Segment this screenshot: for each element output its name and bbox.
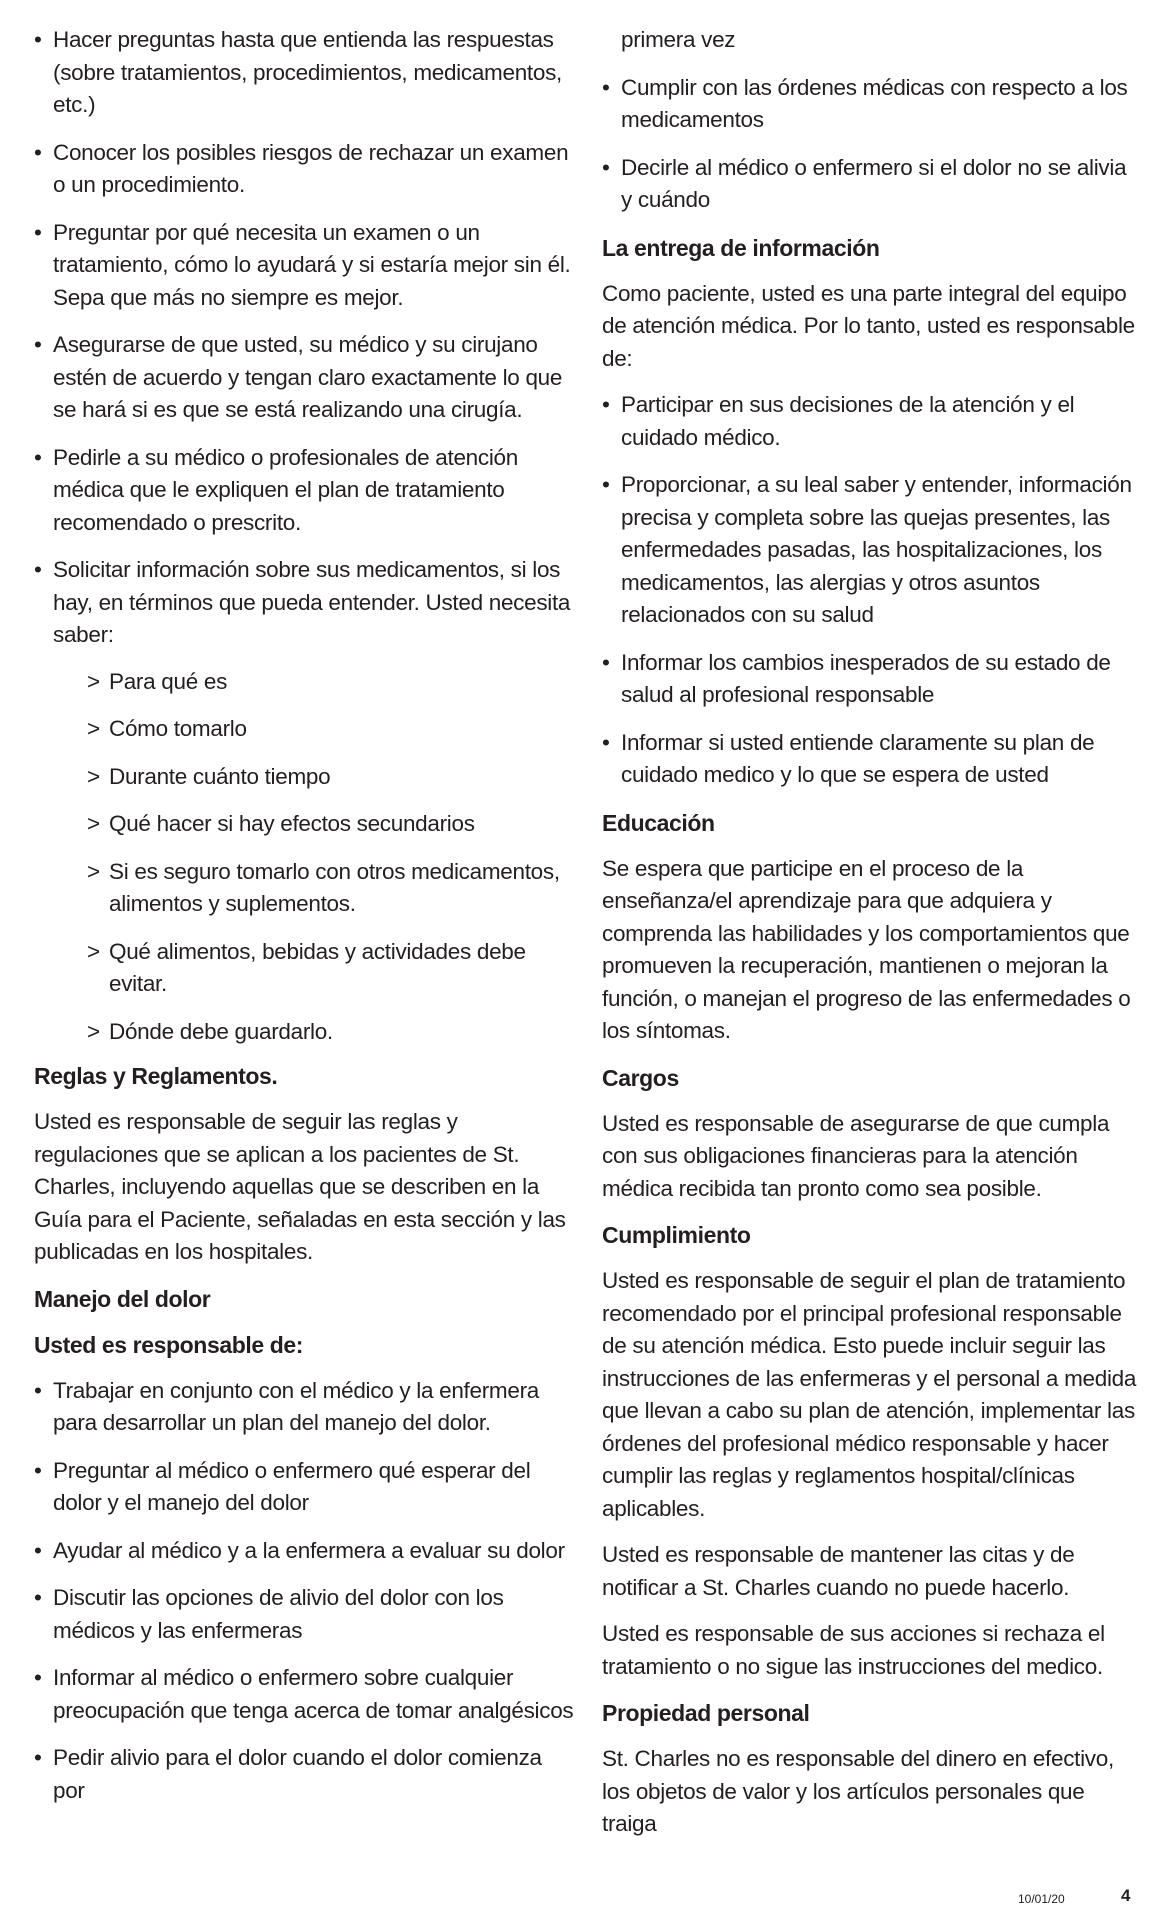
sub-list-item: > Qué alimentos, bebidas y actividades debe evitar.: [87, 936, 574, 1001]
heading-education: Educación: [602, 809, 715, 836]
list-item: • Decirle al médico o enfermero si el dolor no se alivia y cuándo: [602, 152, 1142, 217]
heading-compliance: Cumplimiento: [602, 1222, 751, 1248]
heading-pain-management: Manejo del dolor: [34, 1285, 211, 1312]
sub-list-item: > Durante cuánto tiempo: [87, 761, 574, 794]
list-item: • Asegurarse de que usted, su médico y su cirujano estén de acuerdo y tengan claro exactamente lo que se hará si es que se está realizando una cirugía.: [34, 329, 574, 427]
right-column: [602, 24, 1142, 1855]
list-item: • Pedir alivio para el dolor cuando el dolor comienza por: [34, 1742, 574, 1807]
page-number: 4: [1121, 1886, 1131, 1905]
list-item: • Proporcionar, a su leal saber y entender, información precisa y completa sobre las quejas presentes, las enfermedades pasadas, las hospitalizaciones, los medicamentos, las alergias y otros asuntos relacionados con su salud: [602, 469, 1142, 632]
sub-list-item: > Dónde debe guardarlo.: [87, 1016, 574, 1049]
list-item: • Informar al médico o enfermero sobre cualquier preocupación que tenga acerca de tomar analgésicos: [34, 1662, 574, 1727]
list-item: • Discutir las opciones de alivio del dolor con los médicos y las enfermeras: [34, 1582, 574, 1647]
subheading-pain-responsible: Usted es responsable de:: [34, 1331, 304, 1358]
rights-list: [34, 24, 574, 1048]
paragraph-compliance-1: Usted es responsable de seguir el plan de tratamiento recomendado por el principal profesional responsable de su atención médica. Esto puede incluir seguir las instrucciones de las enfermeras y el personal a medida que llevan a cabo su plan de atención, implementar las órdenes del profesional médico responsable y hacer cumplir las reglas y reglamentos hospital/clínicas aplicables.: [602, 1268, 1137, 1521]
paragraph-personal-property: St. Charles no es responsable del dinero en efectivo, los objetos de valor y los artículos personales que traiga: [602, 1746, 1114, 1836]
footer-date: 10/01/20: [1018, 1892, 1065, 1906]
list-item: • Trabajar en conjunto con el médico y la enfermera para desarrollar un plan del manejo del dolor.: [34, 1375, 574, 1440]
paragraph-compliance-2: Usted es responsable de mantener las citas y de notificar a St. Charles cuando no puede hacerlo.: [602, 1542, 1075, 1600]
list-item: • Preguntar al médico o enfermero qué esperar del dolor y el manejo del dolor: [34, 1455, 574, 1520]
paragraph-information: Como paciente, usted es una parte integral del equipo de atención médica. Por lo tanto, usted es responsable de:: [602, 280, 1135, 371]
sub-list-item: > Qué hacer si hay efectos secundarios: [87, 808, 574, 841]
pain-list: [34, 1375, 574, 1808]
heading-charges: Cargos: [602, 1064, 679, 1091]
list-item: • Hacer preguntas hasta que entienda las respuestas (sobre tratamientos, procedimientos, medicamentos, etc.): [34, 24, 574, 122]
list-item: [34, 554, 574, 1048]
list-item: • Participar en sus decisiones de la atención y el cuidado médico.: [602, 389, 1142, 454]
list-item: • Preguntar por qué necesita un examen o un tratamiento, cómo lo ayudará y si estaría mejor sin él. Sepa que más no siempre es mejor.: [34, 217, 574, 315]
sub-list-item: > Cómo tomarlo: [87, 713, 574, 746]
list-item: • Conocer los posibles riesgos de rechazar un examen o un procedimiento.: [34, 137, 574, 202]
information-list: [602, 389, 1142, 792]
continued-text: primera vez: [621, 27, 736, 52]
left-column: [34, 24, 574, 1822]
list-item: • Ayudar al médico y a la enfermera a evaluar su dolor: [34, 1535, 574, 1568]
medication-questions-list: [53, 666, 574, 1049]
heading-personal-property: Propiedad personal: [602, 1700, 810, 1726]
heading-rules: Reglas y Reglamentos.: [34, 1063, 278, 1089]
list-item: • Informar si usted entiende claramente su plan de cuidado medico y lo que se espera de usted: [602, 727, 1142, 792]
sub-list-item: > Si es seguro tomarlo con otros medicamentos, alimentos y suplementos.: [87, 856, 574, 921]
paragraph-compliance-3: Usted es responsable de sus acciones si rechaza el tratamiento o no sigue las instrucciones del medico.: [602, 1621, 1105, 1679]
list-item: • Pedirle a su médico o profesionales de atención médica que le expliquen el plan de tratamiento recomendado o prescrito.: [34, 442, 574, 540]
list-item: • Informar los cambios inesperados de su estado de salud al profesional responsable: [602, 647, 1142, 712]
heading-information: La entrega de información: [602, 234, 880, 261]
paragraph-education: Se espera que participe en el proceso de la enseñanza/el aprendizaje para que adquiera y comprenda las habilidades y los comportamientos que promueven la recuperación, mantienen o mejoran la función, o manejan el progreso de las enfermedades o los síntomas.: [602, 855, 1131, 1043]
pain-list-continued: [602, 72, 1142, 217]
list-item-text: Solicitar información sobre sus medicamentos, si los hay, en términos que pueda entender. Usted necesita saber:: [53, 557, 571, 647]
list-item: • Cumplir con las órdenes médicas con respecto a los medicamentos: [602, 72, 1142, 137]
sub-list-item: > Para qué es: [87, 666, 574, 699]
paragraph-rules: Usted es responsable de seguir las reglas y regulaciones que se aplican a los pacientes de St. Charles, incluyendo aquellas que se describen en la Guía para el Paciente, señaladas en esta sección y las publicadas en los hospitales.: [34, 1109, 566, 1264]
paragraph-charges: Usted es responsable de asegurarse de que cumpla con sus obligaciones financieras para la atención médica recibida tan pronto como sea posible.: [602, 1110, 1110, 1201]
